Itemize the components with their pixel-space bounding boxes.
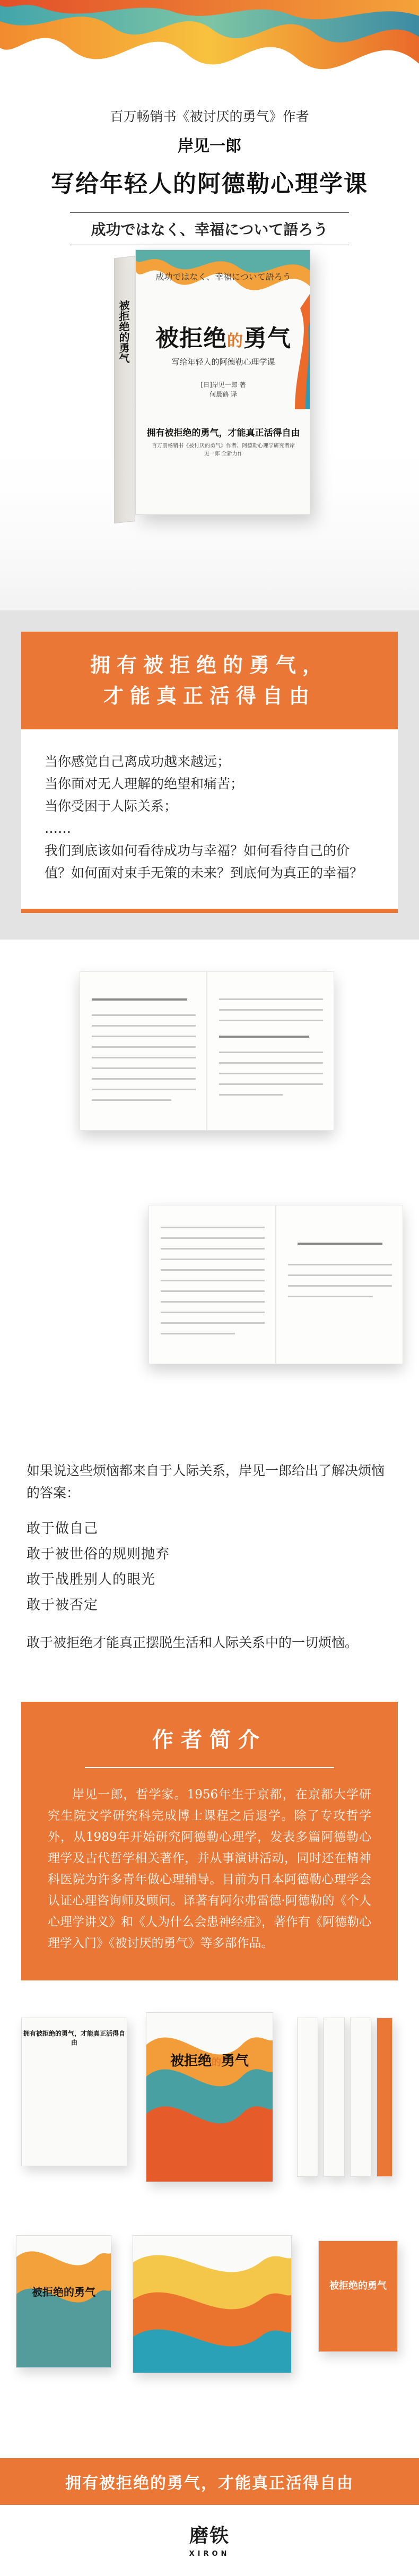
- bottom-book-2-art: [133, 2236, 292, 2373]
- author-title: 作者简介: [152, 1727, 267, 1752]
- cover-translator-line: 何晨鹤 译: [210, 391, 237, 398]
- author-section: [21, 1702, 398, 1980]
- intro-line: 当你感觉自己离成功越来越远；: [45, 754, 231, 769]
- book-spread-2: [149, 1205, 403, 1364]
- hero-section: [0, 0, 419, 610]
- publisher-logo: [0, 2505, 419, 2576]
- book-spreads-section: [0, 940, 419, 1460]
- book-spine: [114, 256, 135, 523]
- hero-japanese-tagline: 成功ではなく、幸福について語ろう: [70, 212, 350, 245]
- showcase-back-tagline: 拥有被拒绝的勇气，才能真正活得自由: [23, 2030, 125, 2046]
- banner-line-2: 才能真正活得自由: [103, 684, 316, 708]
- cover-title-de: 的: [227, 332, 243, 350]
- book-spread-1: [80, 971, 334, 1131]
- logo-mark: 磨铁: [189, 2525, 230, 2547]
- hero-wave-art: [0, 0, 419, 111]
- intro-orange-rule: [21, 909, 398, 913]
- cover-title-part2: 勇气: [243, 325, 291, 352]
- intro-line: 当你面对无人理解的绝望和痛苦；: [45, 776, 244, 791]
- cover-subtitle: 写给年轻人的阿德勒心理学课: [171, 357, 275, 367]
- bottom-book-1-title: 被拒绝的勇气: [32, 2286, 95, 2298]
- spread-1-right-page: [207, 971, 334, 1131]
- showcase-title-de: 的: [212, 2057, 221, 2068]
- logo-wordmark: XIRON: [189, 2550, 230, 2558]
- book-front-cover: [135, 249, 310, 515]
- showcase-cover-title: [146, 2050, 273, 2070]
- hero-book-3d: [114, 249, 310, 520]
- cover-tagline: 拥有被拒绝的勇气，才能真正活得自由: [146, 428, 300, 438]
- author-divider: [85, 1767, 334, 1768]
- cover-japanese: 成功ではなく、幸福について語ろう: [155, 272, 291, 282]
- footer-tagline-band: 拥有被拒绝的勇气，才能真正活得自由: [0, 2458, 419, 2505]
- author-body: 岸见一郎，哲学家。1956年生于京都，在京都大学研究生院文学研究科完成博士课程之后退学。除了专攻哲学外，从1989年开始研究阿德勒心理学，发表多篇阿德勒心理学及古代哲学相关著作，并从事演讲活动，同时还在精神科医院为许多青年做心理辅导。目前为日本阿德勒心理学会认证心理咨询师及顾问。译著有阿尔弗雷德·阿德勒的《个人心理学讲义》和《人为什么会患神经症》，著作有《阿德勒心理学入门》《被讨厌的勇气》等多部作品。: [48, 1788, 371, 1950]
- spread-1-left-page: [80, 971, 207, 1131]
- hero-copy: [0, 106, 419, 245]
- showcase-spine-1: [297, 2018, 318, 2177]
- showcase-spine-orange: [377, 2018, 392, 2177]
- hero-subtitle: 百万畅销书《被讨厌的勇气》作者: [110, 109, 309, 124]
- showcase-title-part2: 勇气: [221, 2053, 249, 2069]
- spread-2-left-page: [149, 1205, 276, 1364]
- spread-2-right-page: [276, 1205, 403, 1364]
- showcase-spine-2: [324, 2018, 345, 2177]
- spine-title: 被拒绝的勇气: [117, 299, 130, 365]
- banner-line-1: 拥有被拒绝的勇气，: [90, 653, 329, 677]
- intro-card: [21, 729, 398, 909]
- solutions-section: [0, 1460, 419, 1675]
- cover-title: [136, 319, 310, 353]
- hero-title: 写给年轻人的阿德勒心理学课: [51, 170, 368, 197]
- solution-item: 敢于做自己: [27, 1521, 99, 1537]
- cover-authors: [136, 380, 310, 399]
- intro-section: [0, 610, 419, 940]
- solutions-intro: 如果说这些烦恼都来自于人际关系，岸见一郎给出了解决烦恼的答案：: [27, 1463, 385, 1501]
- cover-blurb: 百万册畅销书《被讨厌的勇气》作者、阿德勒心理学研究者岸见一郎 全新力作: [152, 443, 295, 457]
- intro-line: 当你受困于人际关系；: [45, 798, 178, 814]
- showcase-spine-3: [350, 2018, 371, 2177]
- showcase-bottom-book-2: [133, 2235, 292, 2373]
- showcase-bottom-book-3: [318, 2241, 398, 2352]
- showcase-back-cover: [21, 2018, 127, 2166]
- hero-author: 岸见一郎: [178, 137, 241, 156]
- solutions-outro: 敢于被拒绝才能真正摆脱生活和人际关系中的一切烦恼。: [27, 1635, 359, 1650]
- showcase-title-part1: 被拒绝: [170, 2053, 212, 2069]
- showcase-bottom-book-1: [16, 2235, 111, 2368]
- book-showcase-section: [0, 2002, 419, 2458]
- intro-ellipsis: ……: [45, 821, 71, 836]
- solution-item: 敢于被世俗的规则抛弃: [27, 1546, 170, 1562]
- solutions-list: [27, 1516, 392, 1618]
- solution-item: 敢于被否定: [27, 1597, 99, 1613]
- bottom-book-3-title: 被拒绝的勇气: [329, 2280, 387, 2291]
- bottom-book-1-art: [16, 2236, 111, 2368]
- cover-author-line: [日]岸见一郎 著: [200, 381, 246, 389]
- solution-item: 敢于战胜别人的眼光: [27, 1572, 156, 1588]
- intro-question: 我们到底该如何看待成功与幸福？如何看待自己的价值？如何面对束手无策的未来？到底何为真正的幸福？: [45, 843, 363, 881]
- showcase-front-cover: [146, 2012, 273, 2182]
- intro-banner: [21, 632, 398, 729]
- showcase-cover-art: [146, 2013, 273, 2182]
- cover-title-part1: 被拒绝: [155, 325, 227, 352]
